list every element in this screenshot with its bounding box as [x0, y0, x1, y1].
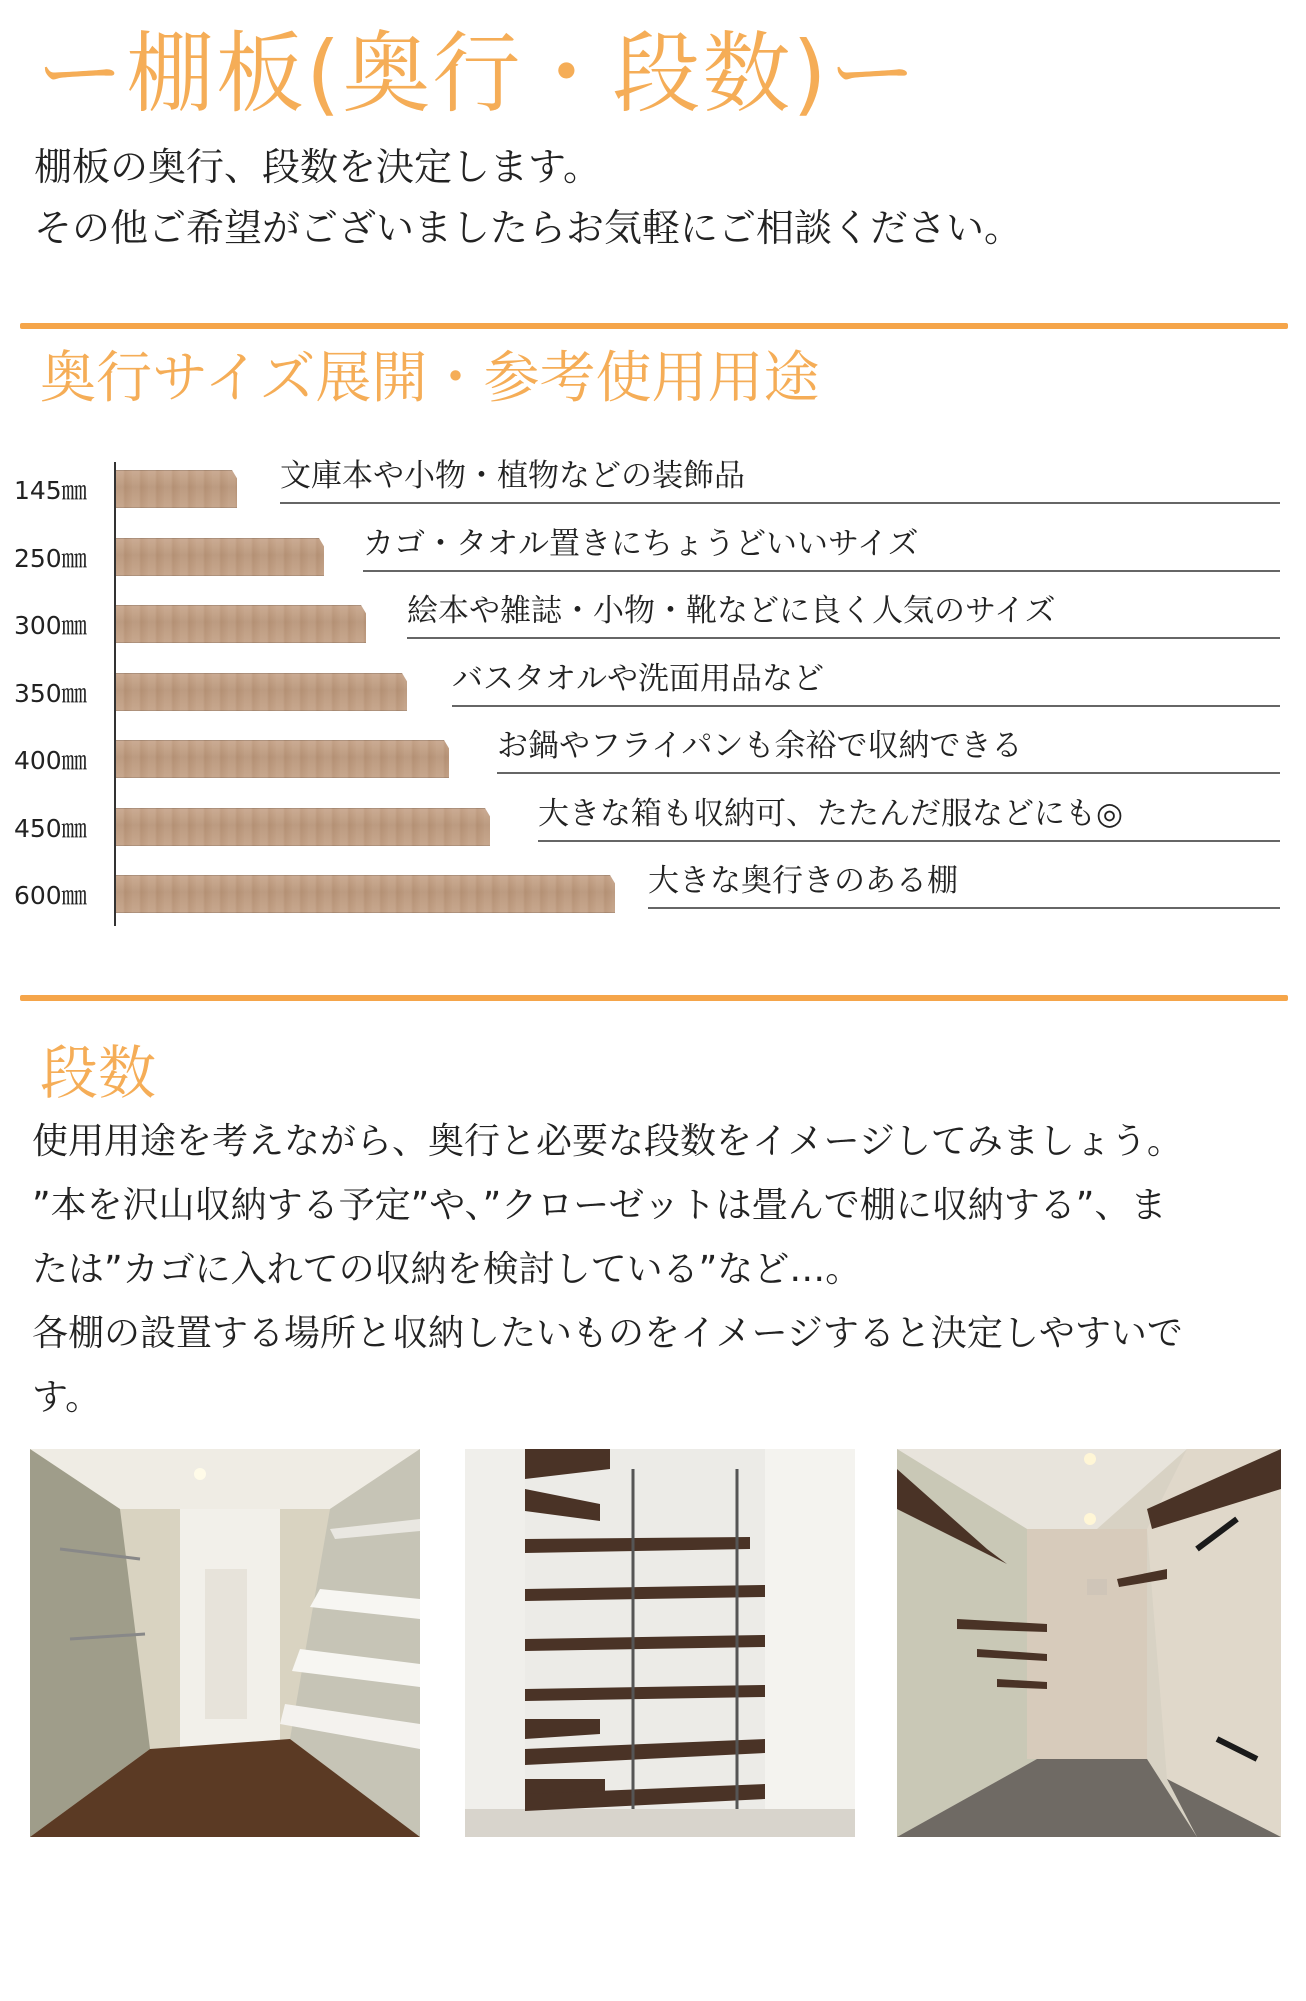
depth-use-underline — [280, 502, 1280, 504]
dark-wood-shelves-photo — [465, 1449, 855, 1837]
depth-use-text: 文庫本や小物・植物などの装飾品 — [280, 458, 745, 494]
depth-use-underline — [363, 570, 1280, 572]
shelf-board-300 — [116, 605, 366, 643]
shelf-board-250 — [116, 538, 324, 576]
depth-use-underline — [452, 705, 1280, 707]
tiers-paragraph-line-2: ”本を沢山収納する予定”や、”クローゼットは畳んで棚に収納する”、ま — [32, 1185, 1167, 1226]
intro-line-1: 棚板の奥行、段数を決定します。 — [34, 145, 601, 189]
tiers-section-heading: 段数 — [40, 1039, 157, 1107]
depth-size-label: 145㎜ — [14, 476, 87, 505]
shelf-board-350 — [116, 673, 407, 711]
walk-in-closet-photo-dark-shelves — [897, 1449, 1281, 1837]
depth-use-text: バスタオルや洗面用品など — [452, 661, 824, 697]
depth-use-underline — [407, 637, 1280, 639]
tiers-paragraph-line-1: 使用用途を考えながら、奥行と必要な段数をイメージしてみましょう。 — [32, 1121, 1183, 1162]
depth-use-text: カゴ・タオル置きにちょうどいいサイズ — [363, 526, 919, 562]
depth-use-text: 大きな奥行きのある棚 — [648, 863, 958, 899]
depth-size-label: 300㎜ — [14, 611, 87, 640]
depth-size-label: 350㎜ — [14, 679, 87, 708]
shelf-board-145 — [116, 470, 237, 508]
walk-in-closet-photo-white-shelves — [30, 1449, 420, 1837]
depth-use-text: お鍋やフライパンも余裕で収納できる — [497, 728, 1023, 764]
depth-section-heading: 奥行サイズ展開・参考使用用途 — [40, 346, 820, 411]
shelf-board-400 — [116, 740, 449, 778]
depth-axis-line — [114, 462, 116, 926]
depth-size-label: 600㎜ — [14, 881, 87, 910]
depth-use-underline — [648, 907, 1280, 909]
tiers-paragraph-line-5: す。 — [32, 1377, 102, 1418]
intro-line-2: その他ご希望がございましたらお気軽にご相談ください。 — [34, 206, 1023, 250]
depth-use-text: 大きな箱も収納可、たたんだ服などにも◎ — [538, 796, 1124, 832]
page-title: ー棚板(奥行・段数)ー — [36, 22, 919, 125]
shelf-board-600 — [116, 875, 615, 913]
depth-use-underline — [497, 772, 1280, 774]
section-divider — [20, 323, 1288, 329]
depth-size-label: 400㎜ — [14, 746, 87, 775]
depth-use-underline — [538, 840, 1280, 842]
tiers-paragraph-line-3: たは”カゴに入れての収納を検討している”など…。 — [32, 1249, 862, 1290]
depth-use-text: 絵本や雑誌・小物・靴などに良く人気のサイズ — [407, 593, 1056, 629]
shelf-board-450 — [116, 808, 490, 846]
section-divider — [20, 995, 1288, 1001]
depth-size-label: 250㎜ — [14, 544, 87, 573]
depth-size-label: 450㎜ — [14, 814, 87, 843]
tiers-paragraph-line-4: 各棚の設置する場所と収納したいものをイメージすると決定しやすいで — [32, 1313, 1183, 1354]
